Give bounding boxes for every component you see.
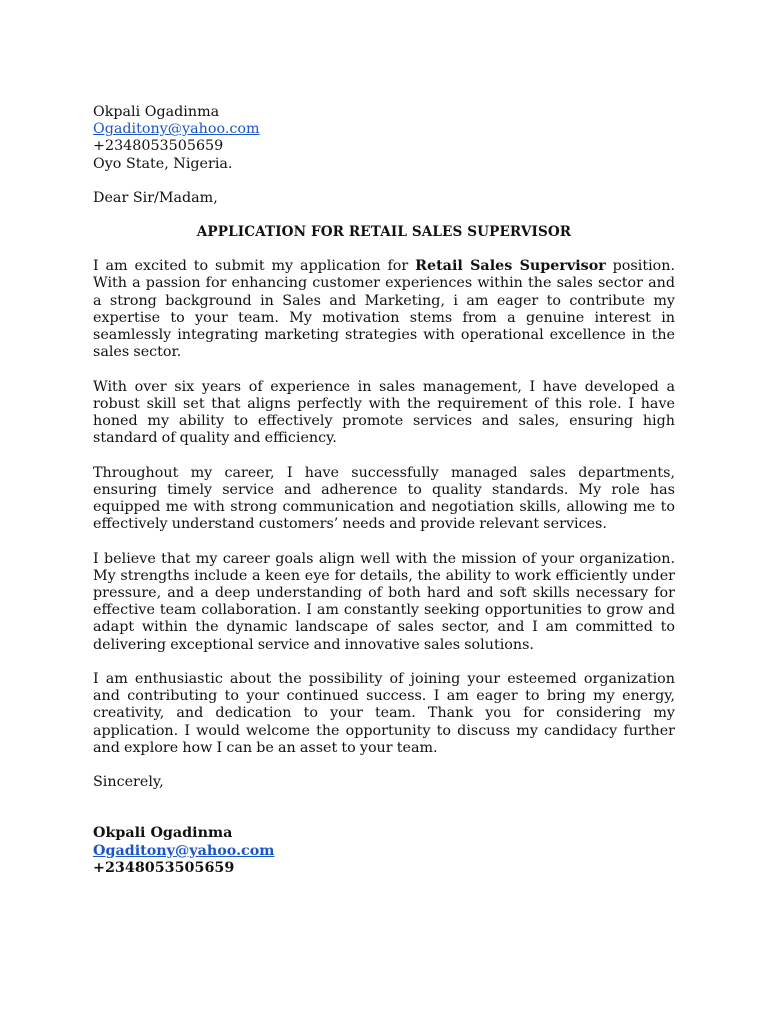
- paragraph-career: Throughout my career, I have successfully managed sales departments, ensuring timely service and adherence to quality standards. My role has equipped me with strong communication and negotiation skills, allowing me to effectively understand customers’ needs and provide relevant services.: [93, 464, 675, 533]
- paragraph-goals: I believe that my career goals align well with the mission of your organization. My strengths include a keen eye for details, the ability to work efficiently under pressure, and a deep understanding of both hard and soft skills necessary for effective team collaboration. I am constantly seeking opportunities to grow and adapt within the dynamic landscape of sales sector, and I am committed to delivering exceptional service and innovative sales solutions.: [93, 550, 675, 653]
- salutation: Dear Sir/Madam,: [93, 189, 218, 206]
- sender-location: Oyo State, Nigeria.: [93, 155, 233, 172]
- signature-email-link[interactable]: Ogaditony@yahoo.com: [93, 842, 275, 859]
- paragraph-experience: With over six years of experience in sales management, I have developed a robust skill set that aligns perfectly with the requirement of this role. I have honed my ability to effectively promote services and sales, ensuring high standard of quality and efficiency.: [93, 378, 675, 447]
- signature-phone: +2348053505659: [93, 859, 235, 876]
- position-name: Retail Sales Supervisor: [415, 258, 606, 275]
- paragraph-intro-after: position. With a passion for enhancing customer experiences within the sales sector and a strong background in Sales and Marketing, i am eager to contribute my expertise to your team. My motivation stems from a genuine interest in seamlessly integrating marketing strategies with operational excellence in the sales sector.: [93, 258, 675, 361]
- paragraph-intro-before: I am excited to submit my application for: [93, 258, 416, 275]
- paragraph-closing: I am enthusiastic about the possibility of joining your esteemed organization and contributing to your continued success. I am eager to bring my energy, creativity, and dedication to your team. Thank you for considering my application. I would welcome the opportunity to discuss my candidacy further and explore how I can be an asset to your team.: [93, 671, 675, 756]
- sender-email-link[interactable]: Ogaditony@yahoo.com: [93, 121, 260, 138]
- sender-name: Okpali Ogadinma: [93, 104, 220, 120]
- letter-title: APPLICATION FOR RETAIL SALES SUPERVISOR: [196, 224, 572, 241]
- paragraph-intro: [93, 258, 675, 361]
- closing-word: Sincerely,: [93, 774, 164, 791]
- signature-name: Okpali Ogadinma: [93, 825, 233, 842]
- letter-body: [93, 104, 675, 877]
- signature-block: [93, 825, 675, 877]
- sender-phone: +2348053505659: [93, 138, 224, 155]
- sender-block: [93, 104, 675, 173]
